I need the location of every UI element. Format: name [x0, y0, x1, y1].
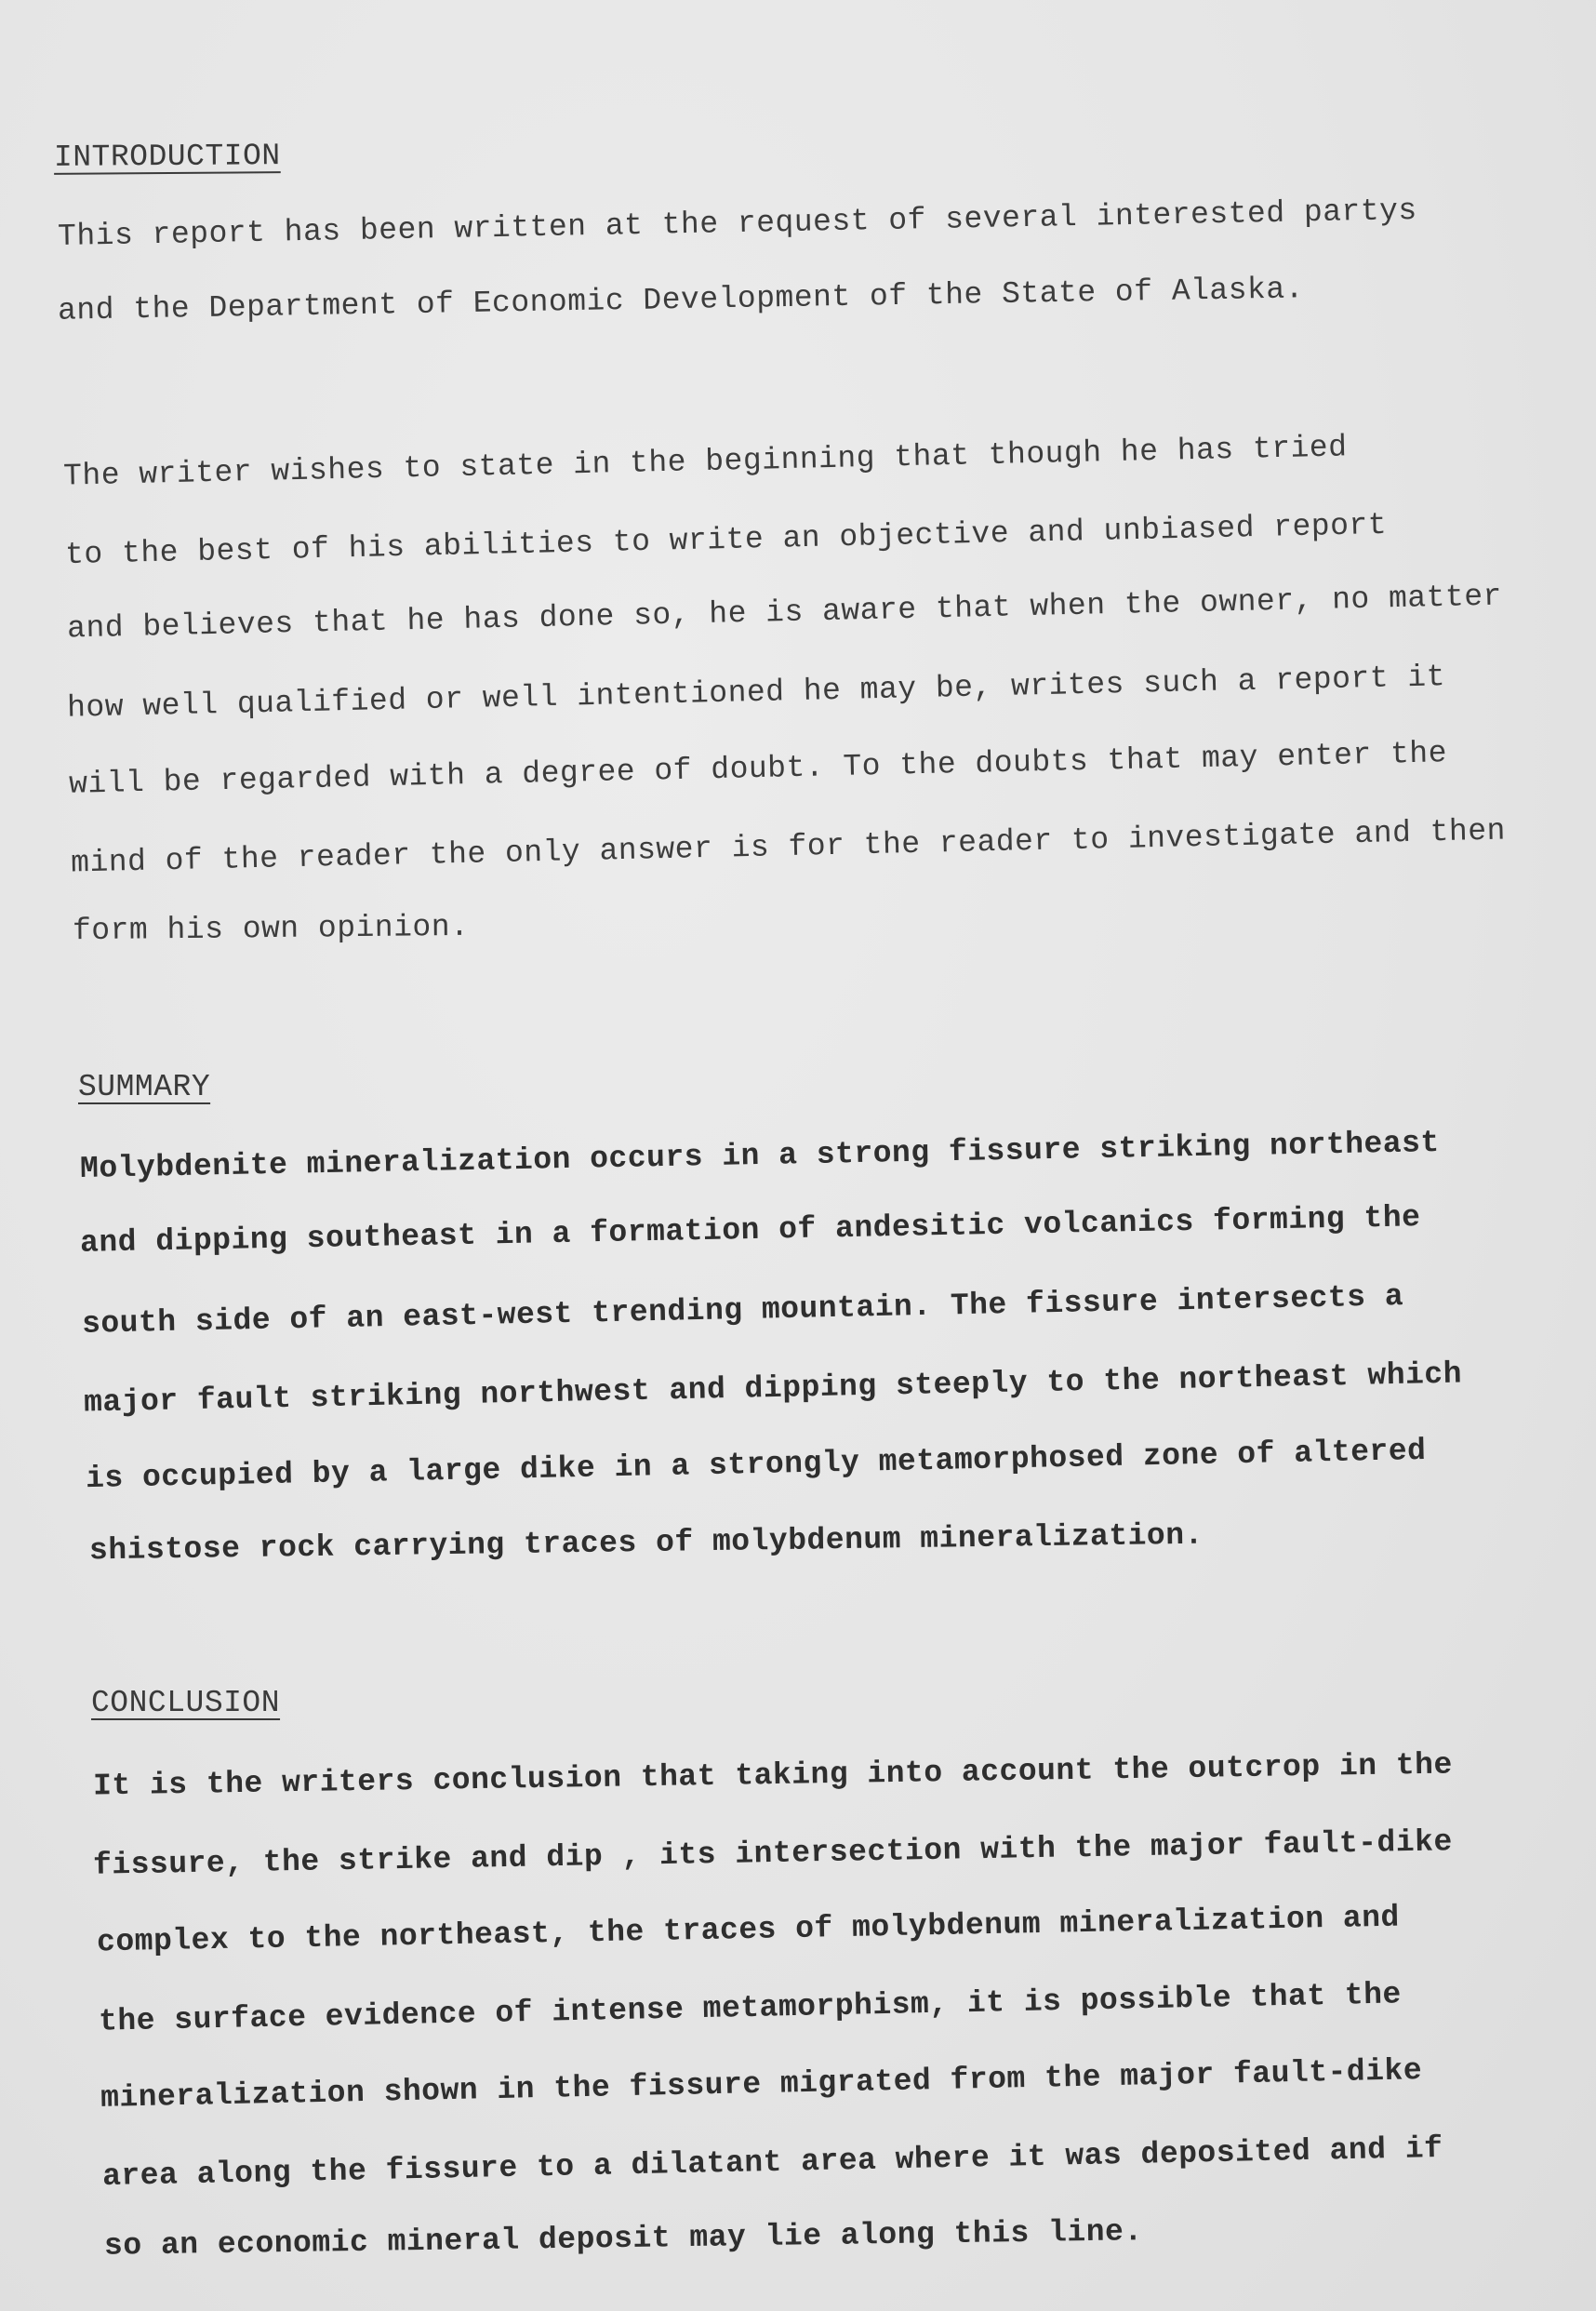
conclusion-line-5: mineralization shown in the fissure migrated from the major fault-dike [100, 2053, 1423, 2116]
summary-heading: SUMMARY [78, 1070, 211, 1104]
intro-line-7: will be regarded with a degree of doubt. To the doubts that may enter the [68, 736, 1448, 802]
summary-line-3: south side of an east-west trending mountain. The fissure intersects a [81, 1279, 1404, 1342]
summary-line-1: Molybdenite mineralization occurs in a strong fissure striking northeast [79, 1125, 1441, 1187]
intro-line-9: form his own opinion. [72, 909, 470, 949]
conclusion-line-7: so an economic mineral deposit may lie along this line. [103, 2214, 1143, 2264]
conclusion-line-3: complex to the northeast, the traces of molybdenum mineralization and [96, 1900, 1401, 1960]
intro-line-8: mind of the reader the only answer is for the reader to investigate and then [70, 813, 1507, 881]
conclusion-line-2: fissure, the strike and dip , its intersection with the major fault-dike [92, 1824, 1454, 1883]
intro-line-2: and the Department of Economic Development of the State of Alaska. [57, 272, 1305, 328]
intro-line-6: how well qualified or well intentioned he may be, writes such a report it [66, 660, 1446, 726]
summary-line-6: shistose rock carrying traces of molybdenum mineralization. [88, 1517, 1204, 1569]
conclusion-line-6: area along the fissure to a dilatant area where it was deposited and if [101, 2131, 1443, 2195]
intro-line-3: The writer wishes to state in the beginning that though he has tried [62, 430, 1348, 494]
conclusion-heading: CONCLUSION [91, 1686, 281, 1720]
introduction-heading: INTRODUCTION [53, 139, 281, 175]
summary-line-4: major fault striking northwest and dipping steeply to the northeast which [83, 1356, 1463, 1421]
summary-line-5: is occupied by a large dike in a strongly metamorphosed zone of altered [85, 1433, 1427, 1497]
summary-line-2: and dipping southeast in a formation of andesitic volcanics forming the [79, 1200, 1421, 1261]
conclusion-line-4: the surface evidence of intense metamorphism, it is possible that the [98, 1977, 1403, 2039]
intro-line-1: This report has been written at the request of several interested partys [57, 193, 1418, 255]
intro-line-5: and believes that he has done so, he is aware that when the owner, no matter [66, 579, 1503, 647]
conclusion-line-1: It is the writers conclusion that taking into account the outcrop in the [92, 1747, 1454, 1804]
intro-line-4: to the best of his abilities to write an objective and unbiased report [64, 507, 1388, 573]
